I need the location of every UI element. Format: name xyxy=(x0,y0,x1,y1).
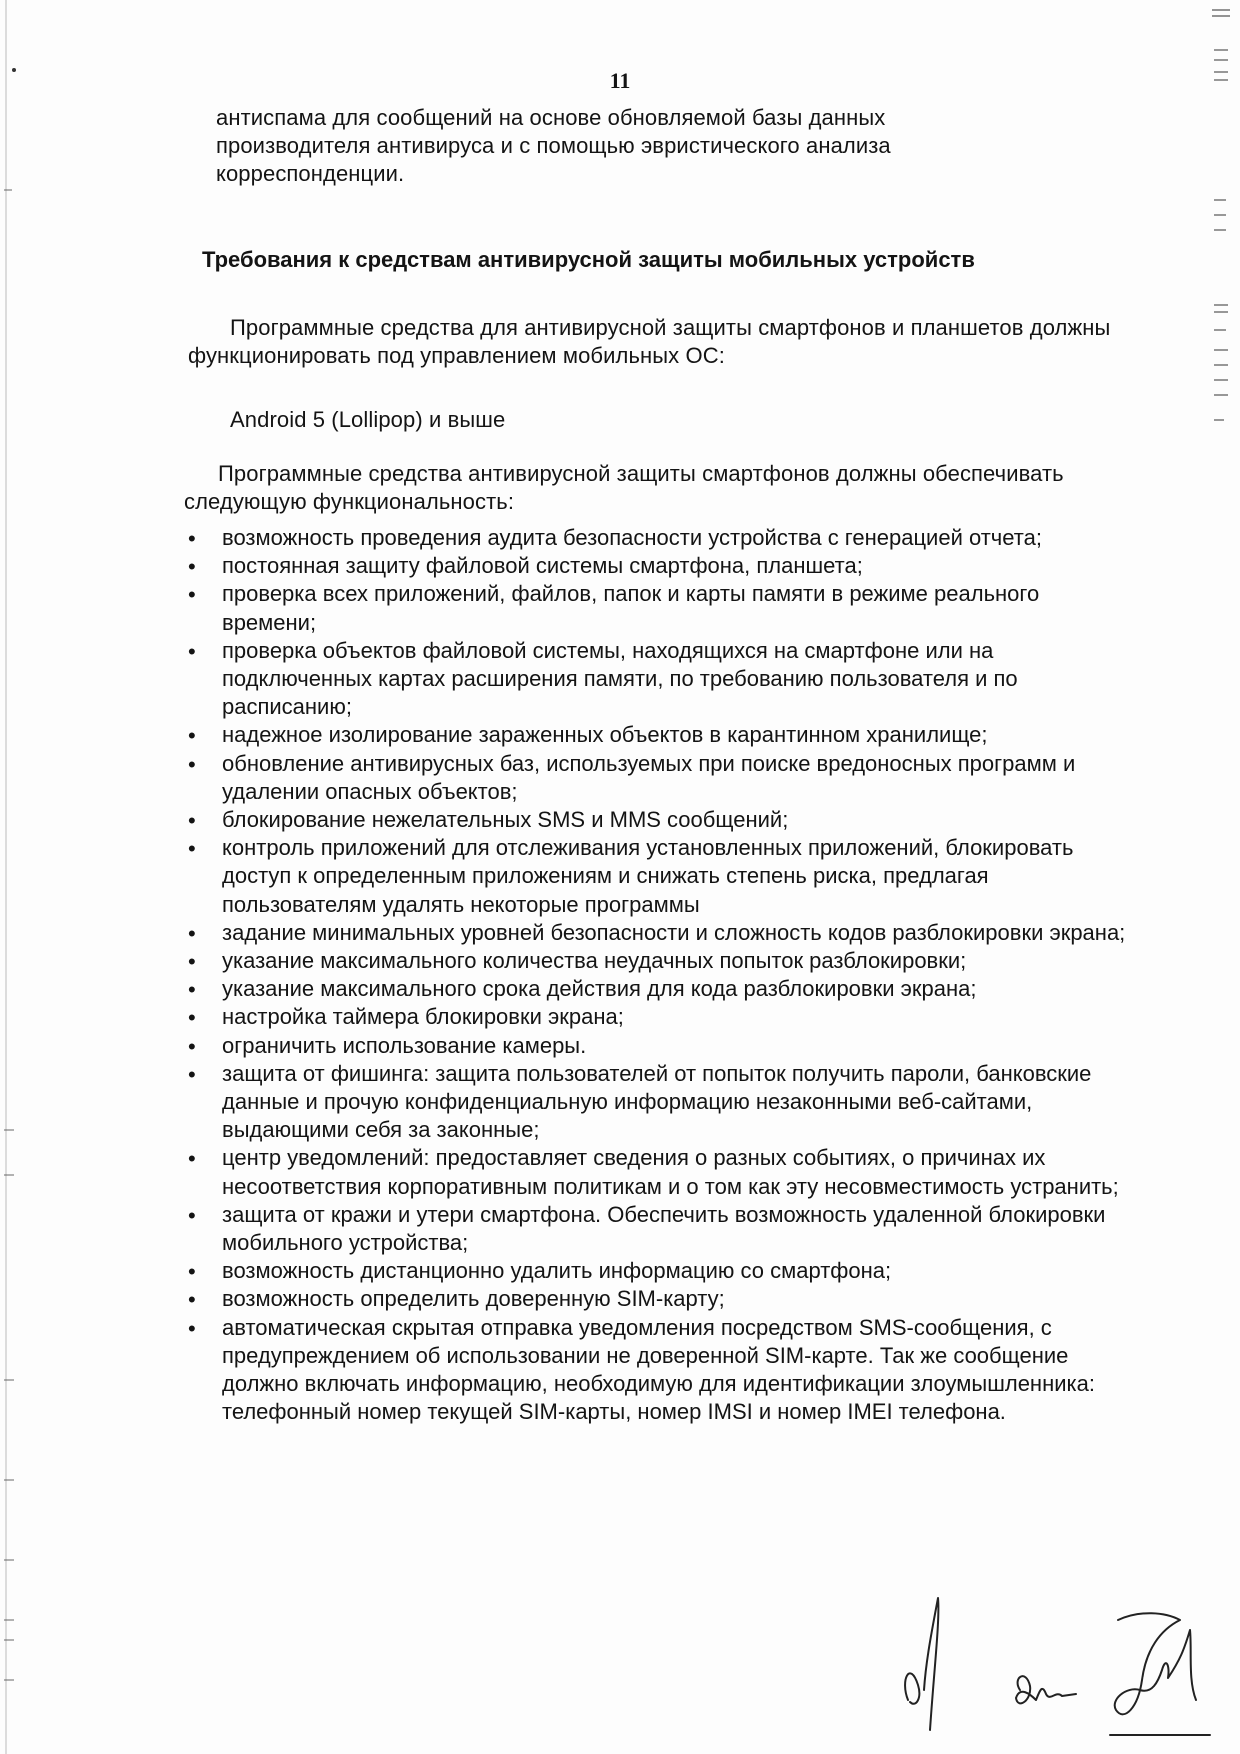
signature-2 xyxy=(1016,1676,1076,1703)
list-item: • возможность проведения аудита безопасности устройства с генерацией отчета; xyxy=(188,524,1138,552)
feature-list xyxy=(188,524,1138,1427)
list-item: • защита от фишинга: защита пользователей от попыток получить пароли, банковские данные и прочую конфиденциальную информацию незаконными веб-сайтами, выдающими себя за законные; xyxy=(188,1060,1138,1145)
list-item: • проверка всех приложений, файлов, папок и карты памяти в режиме реального времени; xyxy=(188,580,1138,636)
list-item: • указание максимального количества неудачных попыток разблокировки; xyxy=(188,947,1138,975)
section-heading: Требования к средствам антивирусной защиты мобильных устройств xyxy=(202,247,975,272)
os-requirements-paragraph: Программные средства для антивирусной защиты смартфонов и планшетов должны функционировать под управлением мобильных ОС: xyxy=(188,315,1111,368)
list-item: • указание максимального срока действия для кода разблокировки экрана; xyxy=(188,975,1138,1003)
list-item: • ограничить использование камеры. xyxy=(188,1032,1138,1060)
os-version-line: Android 5 (Lollipop) и выше xyxy=(230,407,506,432)
list-item: • задание минимальных уровней безопасности и сложность кодов разблокировки экрана; xyxy=(188,919,1138,947)
list-item: • центр уведомлений: предоставляет сведения о разных событиях, о причинах их несоответствия корпоративным политикам и о том как эту несовместимость устранить; xyxy=(188,1144,1138,1200)
list-item: • надежное изолирование зараженных объектов в карантинном хранилище; xyxy=(188,721,1138,749)
intro-paragraph: антиспама для сообщений на основе обновляемой базы данных производителя антивируса и с помощью эвристического анализа корреспонденции. xyxy=(216,105,891,186)
list-item: • проверка объектов файловой системы, находящихся на смартфоне или на подключенных картах расширения памяти, по требованию пользователя и по расписанию; xyxy=(188,637,1138,722)
page-number: 11 xyxy=(609,68,631,93)
list-item: • защита от кражи и утери смартфона. Обеспечить возможность удаленной блокировки мобильного устройства; xyxy=(188,1201,1138,1257)
list-item: • настройка таймера блокировки экрана; xyxy=(188,1003,1138,1031)
list-item: • обновление антивирусных баз, используемых при поиске вредоносных программ и удалении опасных объектов; xyxy=(188,750,1138,806)
list-item: • возможность дистанционно удалить информацию со смартфона; xyxy=(188,1257,1138,1285)
list-item: • блокирование нежелательных SMS и MMS сообщений; xyxy=(188,806,1138,834)
right-scan-edge-marks xyxy=(1200,0,1240,1754)
list-item: • контроль приложений для отслеживания установленных приложений, блокировать доступ к определенным приложениям и снижать степень риска, предлагая пользователям удалять некоторые программы xyxy=(188,834,1138,919)
signature-1 xyxy=(905,1598,938,1730)
list-item: • постоянная защиту файловой системы смартфона, планшета; xyxy=(188,552,1138,580)
signature-3 xyxy=(1110,1613,1210,1735)
handwritten-signatures xyxy=(880,1590,1220,1740)
list-item: • возможность определить доверенную SIM-карту; xyxy=(188,1285,1138,1313)
left-scan-edge-marks xyxy=(0,0,40,1754)
functionality-paragraph: Программные средства антивирусной защиты смартфонов должны обеспечивать следующую функциональность: xyxy=(184,461,1064,514)
list-item: • автоматическая скрытая отправка уведомления посредством SMS-сообщения, с предупреждением об использовании не доверенной SIM-карте. Так же сообщение должно включать информацию, необходимую для идентификации злоумышленника: телефонный номер текущей SIM-карты, номер IMSI и номер IMEI телефона. xyxy=(188,1314,1138,1427)
